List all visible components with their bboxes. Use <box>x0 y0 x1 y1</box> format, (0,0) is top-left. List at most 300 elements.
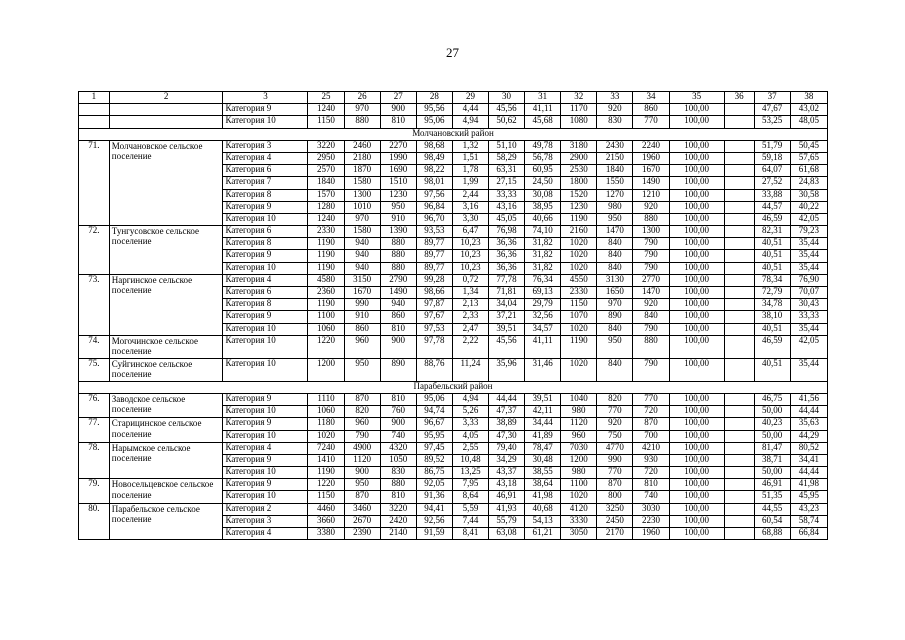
row-number: 79. <box>79 479 110 503</box>
value-cell: 38,10 <box>754 311 790 323</box>
value-cell: 1190 <box>561 335 597 358</box>
value-cell: 790 <box>344 430 380 442</box>
value-cell: 100,00 <box>669 503 724 515</box>
table-row <box>79 104 828 116</box>
category-cell: Категория 8 <box>223 299 308 311</box>
value-cell: 2530 <box>561 165 597 177</box>
value-cell: 61,68 <box>790 165 827 177</box>
value-cell: 100,00 <box>669 165 724 177</box>
value-cell: 80,52 <box>790 442 827 454</box>
value-cell: 76,90 <box>790 274 827 286</box>
value-cell: 49,78 <box>525 140 561 152</box>
value-cell: 8,41 <box>452 528 488 540</box>
value-cell: 910 <box>344 311 380 323</box>
value-cell: 2770 <box>633 274 669 286</box>
category-cell: Категория 10 <box>223 358 308 381</box>
value-cell: 2170 <box>597 528 633 540</box>
value-cell: 31,82 <box>525 262 561 274</box>
value-cell <box>724 528 754 540</box>
value-cell: 900 <box>380 104 416 116</box>
category-cell: Категория 4 <box>223 152 308 164</box>
row-number <box>79 104 110 116</box>
value-cell: 7,95 <box>452 479 488 491</box>
category-cell: Категория 4 <box>223 442 308 454</box>
value-cell: 7,44 <box>452 515 488 527</box>
value-cell: 39,51 <box>489 323 525 335</box>
value-cell: 98,22 <box>416 165 452 177</box>
value-cell: 97,56 <box>416 189 452 201</box>
value-cell: 82,31 <box>754 226 790 238</box>
value-cell: 810 <box>633 479 669 491</box>
value-cell <box>724 299 754 311</box>
value-cell: 59,18 <box>754 152 790 164</box>
value-cell: 930 <box>633 454 669 466</box>
value-cell: 740 <box>633 491 669 503</box>
value-cell: 1190 <box>308 250 344 262</box>
category-cell: Категория 6 <box>223 165 308 177</box>
value-cell: 97,67 <box>416 311 452 323</box>
value-cell: 960 <box>344 335 380 358</box>
value-cell: 60,95 <box>525 165 561 177</box>
value-cell: 770 <box>633 393 669 405</box>
value-cell: 56,78 <box>525 152 561 164</box>
value-cell: 1670 <box>344 287 380 299</box>
value-cell: 43,37 <box>489 467 525 479</box>
settlement-name: Молчановское сельское поселение <box>109 140 223 225</box>
value-cell: 40,51 <box>754 238 790 250</box>
value-cell <box>724 335 754 358</box>
value-cell <box>724 262 754 274</box>
value-cell: 40,51 <box>754 262 790 274</box>
value-cell: 1150 <box>561 299 597 311</box>
value-cell: 2,44 <box>452 189 488 201</box>
value-cell: 4770 <box>597 442 633 454</box>
value-cell: 89,77 <box>416 262 452 274</box>
table-row <box>79 393 828 405</box>
value-cell: 1840 <box>597 165 633 177</box>
value-cell: 11,24 <box>452 358 488 381</box>
value-cell: 33,88 <box>754 189 790 201</box>
value-cell: 35,44 <box>790 262 827 274</box>
value-cell <box>724 189 754 201</box>
value-cell: 880 <box>380 479 416 491</box>
value-cell: 840 <box>597 323 633 335</box>
value-cell: 940 <box>380 299 416 311</box>
value-cell: 88,76 <box>416 358 452 381</box>
settlement-name: Тунгусовское сельское поселение <box>109 226 223 275</box>
value-cell: 55,79 <box>489 515 525 527</box>
page-number: 27 <box>446 45 459 60</box>
value-cell: 880 <box>633 213 669 225</box>
column-header: 27 <box>380 92 416 104</box>
value-cell: 34,57 <box>525 323 561 335</box>
value-cell: 770 <box>633 116 669 128</box>
value-cell: 100,00 <box>669 226 724 238</box>
value-cell: 30,48 <box>525 454 561 466</box>
value-cell: 96,70 <box>416 213 452 225</box>
value-cell: 1120 <box>344 454 380 466</box>
value-cell: 770 <box>597 467 633 479</box>
value-cell: 98,68 <box>416 140 452 152</box>
value-cell: 98,01 <box>416 177 452 189</box>
value-cell: 4,94 <box>452 116 488 128</box>
value-cell: 1100 <box>561 479 597 491</box>
value-cell: 2790 <box>380 274 416 286</box>
column-header: 29 <box>452 92 488 104</box>
value-cell: 970 <box>344 213 380 225</box>
category-cell: Категория 10 <box>223 467 308 479</box>
value-cell: 1650 <box>597 287 633 299</box>
settlement-name <box>109 104 223 116</box>
settlement-name: Могочинское сельское поселение <box>109 335 223 358</box>
value-cell: 810 <box>380 393 416 405</box>
value-cell <box>724 274 754 286</box>
value-cell: 950 <box>344 479 380 491</box>
value-cell: 1100 <box>308 311 344 323</box>
value-cell: 4,05 <box>452 430 488 442</box>
value-cell: 3030 <box>633 503 669 515</box>
value-cell: 1,99 <box>452 177 488 189</box>
value-cell: 720 <box>633 406 669 418</box>
category-cell: Категория 4 <box>223 274 308 286</box>
value-cell: 66,84 <box>790 528 827 540</box>
value-cell: 840 <box>633 311 669 323</box>
value-cell: 1800 <box>561 177 597 189</box>
section-title: Парабельский район <box>79 381 828 393</box>
value-cell: 86,75 <box>416 467 452 479</box>
value-cell: 51,79 <box>754 140 790 152</box>
value-cell: 61,21 <box>525 528 561 540</box>
value-cell: 35,44 <box>790 358 827 381</box>
value-cell: 46,59 <box>754 335 790 358</box>
row-number <box>79 116 110 128</box>
value-cell: 1300 <box>344 189 380 201</box>
value-cell: 35,44 <box>790 250 827 262</box>
value-cell: 920 <box>597 104 633 116</box>
value-cell: 3,30 <box>452 213 488 225</box>
value-cell: 42,05 <box>790 335 827 358</box>
value-cell: 2,55 <box>452 442 488 454</box>
value-cell: 1010 <box>344 201 380 213</box>
value-cell: 92,56 <box>416 515 452 527</box>
value-cell: 950 <box>597 335 633 358</box>
value-cell: 880 <box>380 250 416 262</box>
value-cell: 740 <box>380 430 416 442</box>
value-cell: 95,56 <box>416 104 452 116</box>
column-header: 1 <box>79 92 110 104</box>
value-cell: 47,67 <box>754 104 790 116</box>
value-cell: 58,29 <box>489 152 525 164</box>
value-cell: 1490 <box>380 287 416 299</box>
value-cell: 37,21 <box>489 311 525 323</box>
value-cell: 35,44 <box>790 323 827 335</box>
value-cell: 4210 <box>633 442 669 454</box>
row-number: 75. <box>79 358 110 381</box>
value-cell: 980 <box>561 467 597 479</box>
table-row <box>79 335 828 358</box>
value-cell: 89,77 <box>416 250 452 262</box>
value-cell: 40,51 <box>754 358 790 381</box>
value-cell: 1280 <box>308 201 344 213</box>
value-cell: 43,18 <box>489 479 525 491</box>
value-cell: 47,30 <box>489 430 525 442</box>
value-cell: 100,00 <box>669 515 724 527</box>
table-row <box>79 442 828 454</box>
value-cell: 1190 <box>308 299 344 311</box>
value-cell: 3,33 <box>452 418 488 430</box>
settlement-name: Парабельское сельское поселение <box>109 503 223 540</box>
value-cell: 890 <box>597 311 633 323</box>
value-cell: 950 <box>597 213 633 225</box>
value-cell: 93,53 <box>416 226 452 238</box>
value-cell: 45,05 <box>489 213 525 225</box>
value-cell: 1020 <box>561 238 597 250</box>
value-cell: 91,59 <box>416 528 452 540</box>
value-cell: 69,13 <box>525 287 561 299</box>
value-cell: 100,00 <box>669 177 724 189</box>
value-cell: 810 <box>380 116 416 128</box>
value-cell: 840 <box>597 250 633 262</box>
value-cell: 920 <box>633 201 669 213</box>
value-cell: 950 <box>380 201 416 213</box>
value-cell: 910 <box>380 213 416 225</box>
value-cell: 46,91 <box>489 491 525 503</box>
value-cell: 1520 <box>561 189 597 201</box>
value-cell: 98,49 <box>416 152 452 164</box>
value-cell: 45,68 <box>525 116 561 128</box>
value-cell: 32,56 <box>525 311 561 323</box>
value-cell: 30,08 <box>525 189 561 201</box>
value-cell: 2240 <box>633 140 669 152</box>
value-cell <box>724 165 754 177</box>
table-row <box>79 358 828 381</box>
value-cell: 1960 <box>633 152 669 164</box>
value-cell: 790 <box>633 238 669 250</box>
value-cell: 950 <box>344 358 380 381</box>
table-row <box>79 226 828 238</box>
category-cell: Категория 3 <box>223 515 308 527</box>
value-cell: 2460 <box>344 140 380 152</box>
value-cell: 1200 <box>308 358 344 381</box>
value-cell: 1240 <box>308 213 344 225</box>
value-cell: 41,11 <box>525 104 561 116</box>
value-cell: 60,54 <box>754 515 790 527</box>
value-cell: 1020 <box>561 358 597 381</box>
table-row <box>79 274 828 286</box>
value-cell: 1220 <box>308 479 344 491</box>
category-cell: Категория 2 <box>223 503 308 515</box>
value-cell: 44,44 <box>790 467 827 479</box>
value-cell: 3460 <box>344 503 380 515</box>
value-cell: 790 <box>633 358 669 381</box>
value-cell: 64,07 <box>754 165 790 177</box>
value-cell: 760 <box>380 406 416 418</box>
value-cell: 94,41 <box>416 503 452 515</box>
value-cell: 40,51 <box>754 323 790 335</box>
value-cell: 78,34 <box>754 274 790 286</box>
value-cell: 800 <box>597 491 633 503</box>
value-cell: 50,00 <box>754 406 790 418</box>
value-cell: 72,79 <box>754 287 790 299</box>
value-cell: 38,89 <box>489 418 525 430</box>
value-cell: 95,06 <box>416 116 452 128</box>
value-cell: 2230 <box>633 515 669 527</box>
value-cell: 900 <box>344 467 380 479</box>
value-cell: 63,08 <box>489 528 525 540</box>
value-cell: 45,95 <box>790 491 827 503</box>
value-cell: 99,28 <box>416 274 452 286</box>
value-cell: 1190 <box>561 213 597 225</box>
value-cell: 4580 <box>308 274 344 286</box>
category-cell: Категория 10 <box>223 406 308 418</box>
value-cell: 810 <box>380 491 416 503</box>
value-cell: 1050 <box>380 454 416 466</box>
value-cell: 2270 <box>380 140 416 152</box>
value-cell: 940 <box>344 250 380 262</box>
value-cell: 2,22 <box>452 335 488 358</box>
value-cell: 27,52 <box>754 177 790 189</box>
row-number: 76. <box>79 393 110 417</box>
value-cell: 1470 <box>597 226 633 238</box>
value-cell: 44,55 <box>754 503 790 515</box>
value-cell: 1220 <box>308 335 344 358</box>
value-cell: 790 <box>633 323 669 335</box>
value-cell: 53,25 <box>754 116 790 128</box>
value-cell: 33,33 <box>790 311 827 323</box>
value-cell: 1020 <box>308 430 344 442</box>
value-cell: 96,84 <box>416 201 452 213</box>
value-cell: 770 <box>597 406 633 418</box>
value-cell: 3220 <box>380 503 416 515</box>
value-cell: 40,22 <box>790 201 827 213</box>
value-cell: 100,00 <box>669 287 724 299</box>
value-cell: 0,72 <box>452 274 488 286</box>
value-cell: 41,11 <box>525 335 561 358</box>
category-cell: Категория 6 <box>223 287 308 299</box>
value-cell: 89,52 <box>416 454 452 466</box>
table-row <box>79 140 828 152</box>
value-cell <box>724 140 754 152</box>
value-cell: 70,07 <box>790 287 827 299</box>
value-cell <box>724 454 754 466</box>
value-cell: 1120 <box>561 418 597 430</box>
value-cell: 35,63 <box>790 418 827 430</box>
value-cell: 920 <box>633 299 669 311</box>
value-cell: 1960 <box>633 528 669 540</box>
value-cell <box>724 467 754 479</box>
value-cell: 43,23 <box>790 503 827 515</box>
value-cell: 1230 <box>561 201 597 213</box>
value-cell: 840 <box>597 238 633 250</box>
value-cell: 1020 <box>561 250 597 262</box>
value-cell: 100,00 <box>669 274 724 286</box>
category-cell: Категория 9 <box>223 454 308 466</box>
row-number: 77. <box>79 418 110 442</box>
value-cell: 35,96 <box>489 358 525 381</box>
value-cell: 34,41 <box>790 454 827 466</box>
value-cell <box>724 491 754 503</box>
value-cell: 1020 <box>561 262 597 274</box>
value-cell: 1150 <box>308 491 344 503</box>
value-cell: 94,74 <box>416 406 452 418</box>
value-cell: 880 <box>380 262 416 274</box>
value-cell: 34,04 <box>489 299 525 311</box>
value-cell: 57,65 <box>790 152 827 164</box>
value-cell: 970 <box>597 299 633 311</box>
value-cell: 92,05 <box>416 479 452 491</box>
value-cell: 2950 <box>308 152 344 164</box>
value-cell <box>724 250 754 262</box>
section-row <box>79 381 828 393</box>
value-cell: 3660 <box>308 515 344 527</box>
column-header: 38 <box>790 92 827 104</box>
value-cell: 1410 <box>308 454 344 466</box>
value-cell: 980 <box>561 406 597 418</box>
section-title: Молчановский район <box>79 128 828 140</box>
value-cell: 100,00 <box>669 406 724 418</box>
value-cell: 970 <box>344 104 380 116</box>
value-cell: 4900 <box>344 442 380 454</box>
value-cell: 38,55 <box>525 467 561 479</box>
value-cell: 100,00 <box>669 528 724 540</box>
value-cell <box>724 393 754 405</box>
value-cell <box>724 152 754 164</box>
value-cell: 7240 <box>308 442 344 454</box>
value-cell: 2900 <box>561 152 597 164</box>
value-cell: 4,44 <box>452 104 488 116</box>
value-cell <box>724 418 754 430</box>
value-cell: 1060 <box>308 323 344 335</box>
value-cell: 8,64 <box>452 491 488 503</box>
value-cell: 100,00 <box>669 479 724 491</box>
value-cell: 51,35 <box>754 491 790 503</box>
value-cell: 47,37 <box>489 406 525 418</box>
category-cell: Категория 10 <box>223 323 308 335</box>
value-cell: 30,43 <box>790 299 827 311</box>
value-cell: 720 <box>633 467 669 479</box>
value-cell: 3150 <box>344 274 380 286</box>
value-cell: 41,56 <box>790 393 827 405</box>
value-cell: 36,36 <box>489 262 525 274</box>
value-cell <box>724 323 754 335</box>
value-cell: 1990 <box>380 152 416 164</box>
value-cell: 4550 <box>561 274 597 286</box>
category-cell: Категория 9 <box>223 250 308 262</box>
value-cell: 96,67 <box>416 418 452 430</box>
column-header: 35 <box>669 92 724 104</box>
value-cell: 5,26 <box>452 406 488 418</box>
value-cell: 790 <box>633 250 669 262</box>
value-cell: 91,36 <box>416 491 452 503</box>
value-cell: 41,89 <box>525 430 561 442</box>
value-cell: 44,29 <box>790 430 827 442</box>
value-cell: 100,00 <box>669 189 724 201</box>
value-cell: 790 <box>633 262 669 274</box>
column-header: 36 <box>724 92 754 104</box>
value-cell <box>724 238 754 250</box>
value-cell: 3220 <box>308 140 344 152</box>
value-cell <box>724 311 754 323</box>
column-header: 37 <box>754 92 790 104</box>
value-cell: 860 <box>633 104 669 116</box>
value-cell: 13,25 <box>452 467 488 479</box>
value-cell: 81,47 <box>754 442 790 454</box>
value-cell: 3180 <box>561 140 597 152</box>
category-cell: Категория 8 <box>223 238 308 250</box>
category-cell: Категория 7 <box>223 177 308 189</box>
value-cell: 1490 <box>633 177 669 189</box>
value-cell <box>724 503 754 515</box>
